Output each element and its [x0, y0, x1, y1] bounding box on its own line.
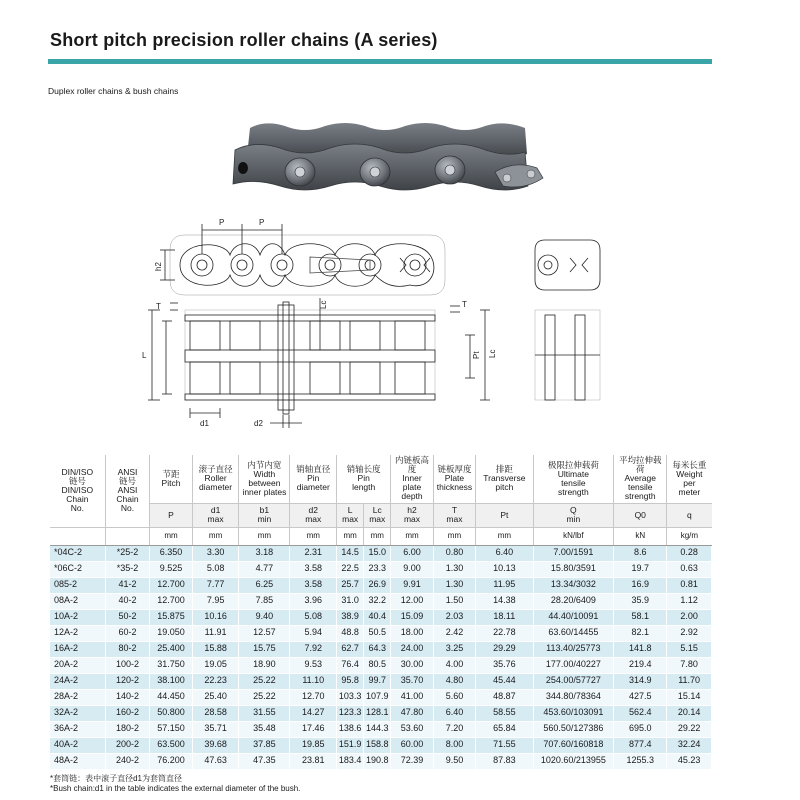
table-cell: 7.00/1591 — [533, 545, 614, 561]
table-cell: 12.700 — [150, 593, 192, 609]
table-row — [50, 641, 712, 657]
table-cell: 10.16 — [192, 609, 239, 625]
table-cell: 32.2 — [364, 593, 391, 609]
cell-ansi-no: 140-2 — [105, 689, 150, 705]
column-header-1 — [105, 455, 150, 527]
table-cell: 2.31 — [290, 545, 337, 561]
cell-din-iso-no: 24A-2 — [50, 673, 105, 689]
chain-photo — [225, 120, 550, 200]
table-cell: 29.29 — [476, 641, 533, 657]
table-cell: 158.8 — [364, 737, 391, 753]
table-cell: 107.9 — [364, 689, 391, 705]
column-header-8 — [433, 455, 475, 503]
table-cell: 151.9 — [337, 737, 364, 753]
table-cell: 3.30 — [192, 545, 239, 561]
column-header-zh-10: 极限拉伸载荷 — [547, 459, 599, 470]
table-cell: 0.81 — [667, 577, 712, 593]
symbol-header-4: L max — [337, 503, 364, 527]
table-cell: 123.3 — [337, 705, 364, 721]
table-cell: 314.9 — [614, 673, 667, 689]
table-cell: 15.875 — [150, 609, 192, 625]
table-cell: 80.5 — [364, 657, 391, 673]
table-cell: 25.40 — [192, 689, 239, 705]
table-cell: 144.3 — [364, 721, 391, 737]
table-row — [50, 657, 712, 673]
cell-ansi-no: *25-2 — [105, 545, 150, 561]
table-cell: 22.5 — [337, 561, 364, 577]
table-cell: 99.7 — [364, 673, 391, 689]
table-cell: 183.4 — [337, 753, 364, 769]
table-row — [50, 625, 712, 641]
column-header-zh-1: ANSI 链号 — [117, 467, 138, 487]
table-cell: 10.13 — [476, 561, 533, 577]
column-header-zh-6: 销轴长度 — [346, 464, 381, 475]
table-cell: 1.30 — [433, 561, 475, 577]
column-header-zh-9: 排距 — [495, 464, 513, 475]
table-cell: 3.25 — [433, 641, 475, 657]
table-cell: 427.5 — [614, 689, 667, 705]
table-cell: 219.4 — [614, 657, 667, 673]
table-cell: 5.08 — [290, 609, 337, 625]
table-cell: 707.60/160818 — [533, 737, 614, 753]
table-cell: 344.80/78364 — [533, 689, 614, 705]
column-header-en-2: Pitch — [161, 477, 181, 488]
column-header-zh-3: 滚子直径 — [198, 464, 233, 475]
cell-ansi-no: 80-2 — [105, 641, 150, 657]
table-cell: 5.60 — [433, 689, 475, 705]
table-row — [50, 561, 712, 577]
table-cell: 76.4 — [337, 657, 364, 673]
cell-ansi-no: 240-2 — [105, 753, 150, 769]
table-cell: 63.500 — [150, 737, 192, 753]
table-cell: 25.22 — [239, 673, 290, 689]
column-header-zh-12: 每米长重 — [672, 459, 707, 470]
table-cell: 12.57 — [239, 625, 290, 641]
table-row — [50, 673, 712, 689]
table-cell: 48.8 — [337, 625, 364, 641]
table-cell: 9.53 — [290, 657, 337, 673]
table-cell: 0.28 — [667, 545, 712, 561]
table-cell: 58.1 — [614, 609, 667, 625]
unit-header-3: mm — [290, 527, 337, 545]
column-header-10 — [533, 455, 614, 503]
column-header-2 — [150, 455, 192, 503]
table-cell: 453.60/103091 — [533, 705, 614, 721]
dim-label-lc-side: Lc — [488, 349, 497, 358]
table-cell: 7.95 — [192, 593, 239, 609]
table-cell: 24.00 — [391, 641, 433, 657]
table-cell: 22.78 — [476, 625, 533, 641]
unit-header-7: mm — [433, 527, 475, 545]
column-header-en-6: Pin length — [352, 473, 376, 493]
column-header-4 — [239, 455, 290, 503]
unit-header-10: kN — [614, 527, 667, 545]
table-cell: 9.40 — [239, 609, 290, 625]
table-cell: 4.80 — [433, 673, 475, 689]
chain-dimension-drawing — [130, 210, 610, 435]
symbol-header-10: Q0 — [614, 503, 667, 527]
table-cell: 11.10 — [290, 673, 337, 689]
cell-ansi-no: 50-2 — [105, 609, 150, 625]
column-header-zh-11: 平均拉伸载荷 — [618, 455, 662, 475]
table-cell: 177.00/40227 — [533, 657, 614, 673]
column-header-3 — [192, 455, 239, 503]
table-row — [50, 753, 712, 769]
table-cell: 64.3 — [364, 641, 391, 657]
cell-ansi-no: 200-2 — [105, 737, 150, 753]
table-cell: 15.0 — [364, 545, 391, 561]
title-rule — [48, 59, 712, 64]
symbol-header-9: Q min — [533, 503, 614, 527]
table-cell: 47.35 — [239, 753, 290, 769]
table-cell: 26.9 — [364, 577, 391, 593]
table-cell: 35.48 — [239, 721, 290, 737]
table-cell: 17.46 — [290, 721, 337, 737]
symbol-header-0: P — [150, 503, 192, 527]
column-header-12 — [667, 455, 712, 503]
cell-ansi-no: 40-2 — [105, 593, 150, 609]
table-cell: 7.20 — [433, 721, 475, 737]
dim-label-pt: Pt — [472, 351, 481, 359]
symbol-header-1: d1 max — [192, 503, 239, 527]
column-header-en-0: DIN/ISO Chain No. — [61, 485, 94, 514]
column-header-en-5: Pin diameter — [296, 473, 330, 493]
table-cell: 560.50/127386 — [533, 721, 614, 737]
table-cell: 1255.3 — [614, 753, 667, 769]
cell-din-iso-no: 40A-2 — [50, 737, 105, 753]
column-header-zh-0: DIN/ISO 链号 — [61, 467, 94, 487]
table-cell: 35.76 — [476, 657, 533, 673]
cell-din-iso-no: 085-2 — [50, 577, 105, 593]
table-cell: 6.40 — [476, 545, 533, 561]
table-cell: 35.70 — [391, 673, 433, 689]
table-cell: 2.92 — [667, 625, 712, 641]
dim-label-h2: h2 — [154, 262, 163, 271]
table-cell: 44.450 — [150, 689, 192, 705]
table-row — [50, 577, 712, 593]
table-cell: 45.23 — [667, 753, 712, 769]
cell-din-iso-no: 20A-2 — [50, 657, 105, 673]
table-cell: 31.55 — [239, 705, 290, 721]
table-cell: 1.12 — [667, 593, 712, 609]
table-cell: 63.60/14455 — [533, 625, 614, 641]
table-cell: 47.63 — [192, 753, 239, 769]
table-cell: 35.9 — [614, 593, 667, 609]
table-cell: 87.83 — [476, 753, 533, 769]
table-cell: 6.40 — [433, 705, 475, 721]
unit-header-blank — [105, 527, 150, 545]
table-cell: 29.22 — [667, 721, 712, 737]
table-cell: 31.750 — [150, 657, 192, 673]
column-header-en-8: Plate thickness — [436, 473, 473, 493]
table-cell: 15.14 — [667, 689, 712, 705]
table-cell: 254.00/57727 — [533, 673, 614, 689]
table-cell: 3.18 — [239, 545, 290, 561]
table-cell: 15.75 — [239, 641, 290, 657]
table-cell: 38.100 — [150, 673, 192, 689]
cell-ansi-no: 120-2 — [105, 673, 150, 689]
column-header-9 — [476, 455, 533, 503]
symbol-header-5: Lc max — [364, 503, 391, 527]
table-cell: 25.22 — [239, 689, 290, 705]
table-cell: 19.7 — [614, 561, 667, 577]
dim-label-p2: P — [259, 218, 265, 227]
table-cell: 11.95 — [476, 577, 533, 593]
cell-ansi-no: 160-2 — [105, 705, 150, 721]
table-row — [50, 737, 712, 753]
table-cell: 62.7 — [337, 641, 364, 657]
dim-label-d1: d1 — [200, 419, 209, 428]
cell-ansi-no: *35-2 — [105, 561, 150, 577]
table-cell: 11.70 — [667, 673, 712, 689]
table-cell: 19.05 — [192, 657, 239, 673]
column-header-en-9: Transverse pitch — [483, 473, 526, 493]
dim-label-lc-mid: Lc — [319, 300, 328, 309]
table-cell: 8.6 — [614, 545, 667, 561]
table-cell: 40.4 — [364, 609, 391, 625]
table-cell: 9.00 — [391, 561, 433, 577]
table-cell: 30.00 — [391, 657, 433, 673]
cell-din-iso-no: 10A-2 — [50, 609, 105, 625]
table-cell: 8.00 — [433, 737, 475, 753]
table-cell: 6.350 — [150, 545, 192, 561]
dim-label-t-side: T — [462, 300, 467, 309]
symbol-header-3: d2 max — [290, 503, 337, 527]
table-cell: 14.5 — [337, 545, 364, 561]
unit-header-1: mm — [192, 527, 239, 545]
symbol-header-2: b1 min — [239, 503, 290, 527]
column-header-zh-5: 销轴直径 — [296, 464, 331, 475]
table-row — [50, 593, 712, 609]
column-header-zh-2: 节距 — [162, 468, 180, 479]
table-cell: 44.40/10091 — [533, 609, 614, 625]
table-cell: 39.68 — [192, 737, 239, 753]
dim-label-d2: d2 — [254, 419, 263, 428]
table-cell: 9.91 — [391, 577, 433, 593]
column-header-zh-4: 内节内宽 — [247, 459, 282, 470]
table-cell: 31.0 — [337, 593, 364, 609]
column-header-en-1: ANSI Chain No. — [116, 485, 139, 514]
table-cell: 5.08 — [192, 561, 239, 577]
table-cell: 9.525 — [150, 561, 192, 577]
table-cell: 3.58 — [290, 577, 337, 593]
table-cell: 7.92 — [290, 641, 337, 657]
table-cell: 18.90 — [239, 657, 290, 673]
table-cell: 3.96 — [290, 593, 337, 609]
table-cell: 4.77 — [239, 561, 290, 577]
table-cell: 95.8 — [337, 673, 364, 689]
page-title: Short pitch precision roller chains (A series) — [50, 30, 438, 50]
unit-header-4: mm — [337, 527, 364, 545]
column-header-en-4: Width between inner plates — [242, 468, 287, 497]
symbol-header-8: Pt — [476, 503, 533, 527]
table-cell: 1.50 — [433, 593, 475, 609]
table-cell: 7.77 — [192, 577, 239, 593]
cell-ansi-no: 180-2 — [105, 721, 150, 737]
table-cell: 138.6 — [337, 721, 364, 737]
unit-header-6: mm — [391, 527, 433, 545]
table-cell: 7.85 — [239, 593, 290, 609]
table-cell: 45.44 — [476, 673, 533, 689]
cell-ansi-no: 100-2 — [105, 657, 150, 673]
unit-header-8: mm — [476, 527, 533, 545]
table-cell: 19.050 — [150, 625, 192, 641]
table-cell: 7.80 — [667, 657, 712, 673]
table-cell: 48.87 — [476, 689, 533, 705]
column-header-en-7: Inner plate depth — [401, 473, 423, 502]
cell-din-iso-no: 16A-2 — [50, 641, 105, 657]
table-cell: 15.88 — [192, 641, 239, 657]
symbol-header-6: h2 max — [391, 503, 433, 527]
table-row — [50, 721, 712, 737]
table-cell: 22.23 — [192, 673, 239, 689]
symbol-header-7: T max — [433, 503, 475, 527]
table-cell: 1020.60/213955 — [533, 753, 614, 769]
table-cell: 128.1 — [364, 705, 391, 721]
chain-spec-table — [50, 455, 712, 770]
dim-label-t-top: T — [156, 302, 161, 311]
table-cell: 6.25 — [239, 577, 290, 593]
table-cell: 103.3 — [337, 689, 364, 705]
table-cell: 18.00 — [391, 625, 433, 641]
table-cell: 50.5 — [364, 625, 391, 641]
column-header-en-11: Average tensile strength — [624, 473, 656, 502]
table-cell: 32.24 — [667, 737, 712, 753]
table-cell: 14.38 — [476, 593, 533, 609]
table-cell: 47.80 — [391, 705, 433, 721]
table-cell: 9.50 — [433, 753, 475, 769]
table-cell: 53.60 — [391, 721, 433, 737]
table-row — [50, 609, 712, 625]
unit-header-2: mm — [239, 527, 290, 545]
table-cell: 60.00 — [391, 737, 433, 753]
cell-din-iso-no: *04C-2 — [50, 545, 105, 561]
table-cell: 18.11 — [476, 609, 533, 625]
table-cell: 2.42 — [433, 625, 475, 641]
table-cell: 37.85 — [239, 737, 290, 753]
dim-label-p1: P — [219, 218, 225, 227]
table-cell: 190.8 — [364, 753, 391, 769]
column-header-en-10: Ultimate tensile strength — [557, 468, 589, 497]
column-header-en-12: Weight per meter — [676, 468, 703, 497]
dim-label-l: L — [142, 351, 147, 360]
symbol-header-11: q — [667, 503, 712, 527]
cell-din-iso-no: 28A-2 — [50, 689, 105, 705]
table-cell: 58.55 — [476, 705, 533, 721]
cell-din-iso-no: 36A-2 — [50, 721, 105, 737]
table-cell: 14.27 — [290, 705, 337, 721]
table-cell: 12.700 — [150, 577, 192, 593]
table-cell: 76.200 — [150, 753, 192, 769]
table-cell: 3.58 — [290, 561, 337, 577]
unit-header-5: mm — [364, 527, 391, 545]
unit-header-11: kg/m — [667, 527, 712, 545]
table-cell: 1.30 — [433, 577, 475, 593]
table-row — [50, 545, 712, 561]
table-cell: 71.55 — [476, 737, 533, 753]
cell-din-iso-no: 48A-2 — [50, 753, 105, 769]
cell-din-iso-no: 08A-2 — [50, 593, 105, 609]
table-cell: 2.00 — [667, 609, 712, 625]
table-cell: 12.70 — [290, 689, 337, 705]
table-cell: 0.63 — [667, 561, 712, 577]
cell-din-iso-no: 32A-2 — [50, 705, 105, 721]
footnote-zh: *套筒链：表中滚子直径d1为套筒直径 — [50, 774, 183, 783]
table-cell: 28.20/6409 — [533, 593, 614, 609]
column-header-7 — [391, 455, 433, 503]
cell-din-iso-no: 12A-2 — [50, 625, 105, 641]
unit-header-blank — [50, 527, 105, 545]
table-cell: 82.1 — [614, 625, 667, 641]
table-cell: 141.8 — [614, 641, 667, 657]
table-cell: 113.40/25773 — [533, 641, 614, 657]
table-cell: 65.84 — [476, 721, 533, 737]
table-row — [50, 689, 712, 705]
table-cell: 15.80/3591 — [533, 561, 614, 577]
table-cell: 5.94 — [290, 625, 337, 641]
table-cell: 25.400 — [150, 641, 192, 657]
table-cell: 25.7 — [337, 577, 364, 593]
table-cell: 4.00 — [433, 657, 475, 673]
table-cell: 28.58 — [192, 705, 239, 721]
table-cell: 13.34/3032 — [533, 577, 614, 593]
table-cell: 11.91 — [192, 625, 239, 641]
cell-din-iso-no: *06C-2 — [50, 561, 105, 577]
table-cell: 23.3 — [364, 561, 391, 577]
table-cell: 562.4 — [614, 705, 667, 721]
column-header-6 — [337, 455, 391, 503]
table-row — [50, 705, 712, 721]
table-cell: 5.15 — [667, 641, 712, 657]
table-cell: 41.00 — [391, 689, 433, 705]
table-cell: 15.09 — [391, 609, 433, 625]
column-header-0 — [50, 455, 105, 527]
cell-ansi-no: 41-2 — [105, 577, 150, 593]
table-cell: 877.4 — [614, 737, 667, 753]
unit-header-0: mm — [150, 527, 192, 545]
column-header-5 — [290, 455, 337, 503]
footnote-en: *Bush chain:d1 in the table indicates the external diameter of the bush. — [50, 784, 301, 793]
table-cell: 6.00 — [391, 545, 433, 561]
table-cell: 20.14 — [667, 705, 712, 721]
column-header-en-3: Roller diameter — [199, 473, 233, 493]
table-cell: 2.03 — [433, 609, 475, 625]
column-header-zh-7: 内链板高度 — [395, 455, 430, 475]
table-cell: 16.9 — [614, 577, 667, 593]
table-cell: 0.80 — [433, 545, 475, 561]
table-cell: 50.800 — [150, 705, 192, 721]
table-cell: 35.71 — [192, 721, 239, 737]
table-cell: 57.150 — [150, 721, 192, 737]
table-cell: 72.39 — [391, 753, 433, 769]
column-header-11 — [614, 455, 667, 503]
table-cell: 23.81 — [290, 753, 337, 769]
section-subtitle: Duplex roller chains & bush chains — [48, 86, 179, 96]
table-cell: 38.9 — [337, 609, 364, 625]
table-cell: 19.85 — [290, 737, 337, 753]
unit-header-9: kN/lbf — [533, 527, 614, 545]
column-header-zh-8: 链板厚度 — [437, 464, 472, 475]
table-cell: 695.0 — [614, 721, 667, 737]
table-cell: 12.00 — [391, 593, 433, 609]
cell-ansi-no: 60-2 — [105, 625, 150, 641]
